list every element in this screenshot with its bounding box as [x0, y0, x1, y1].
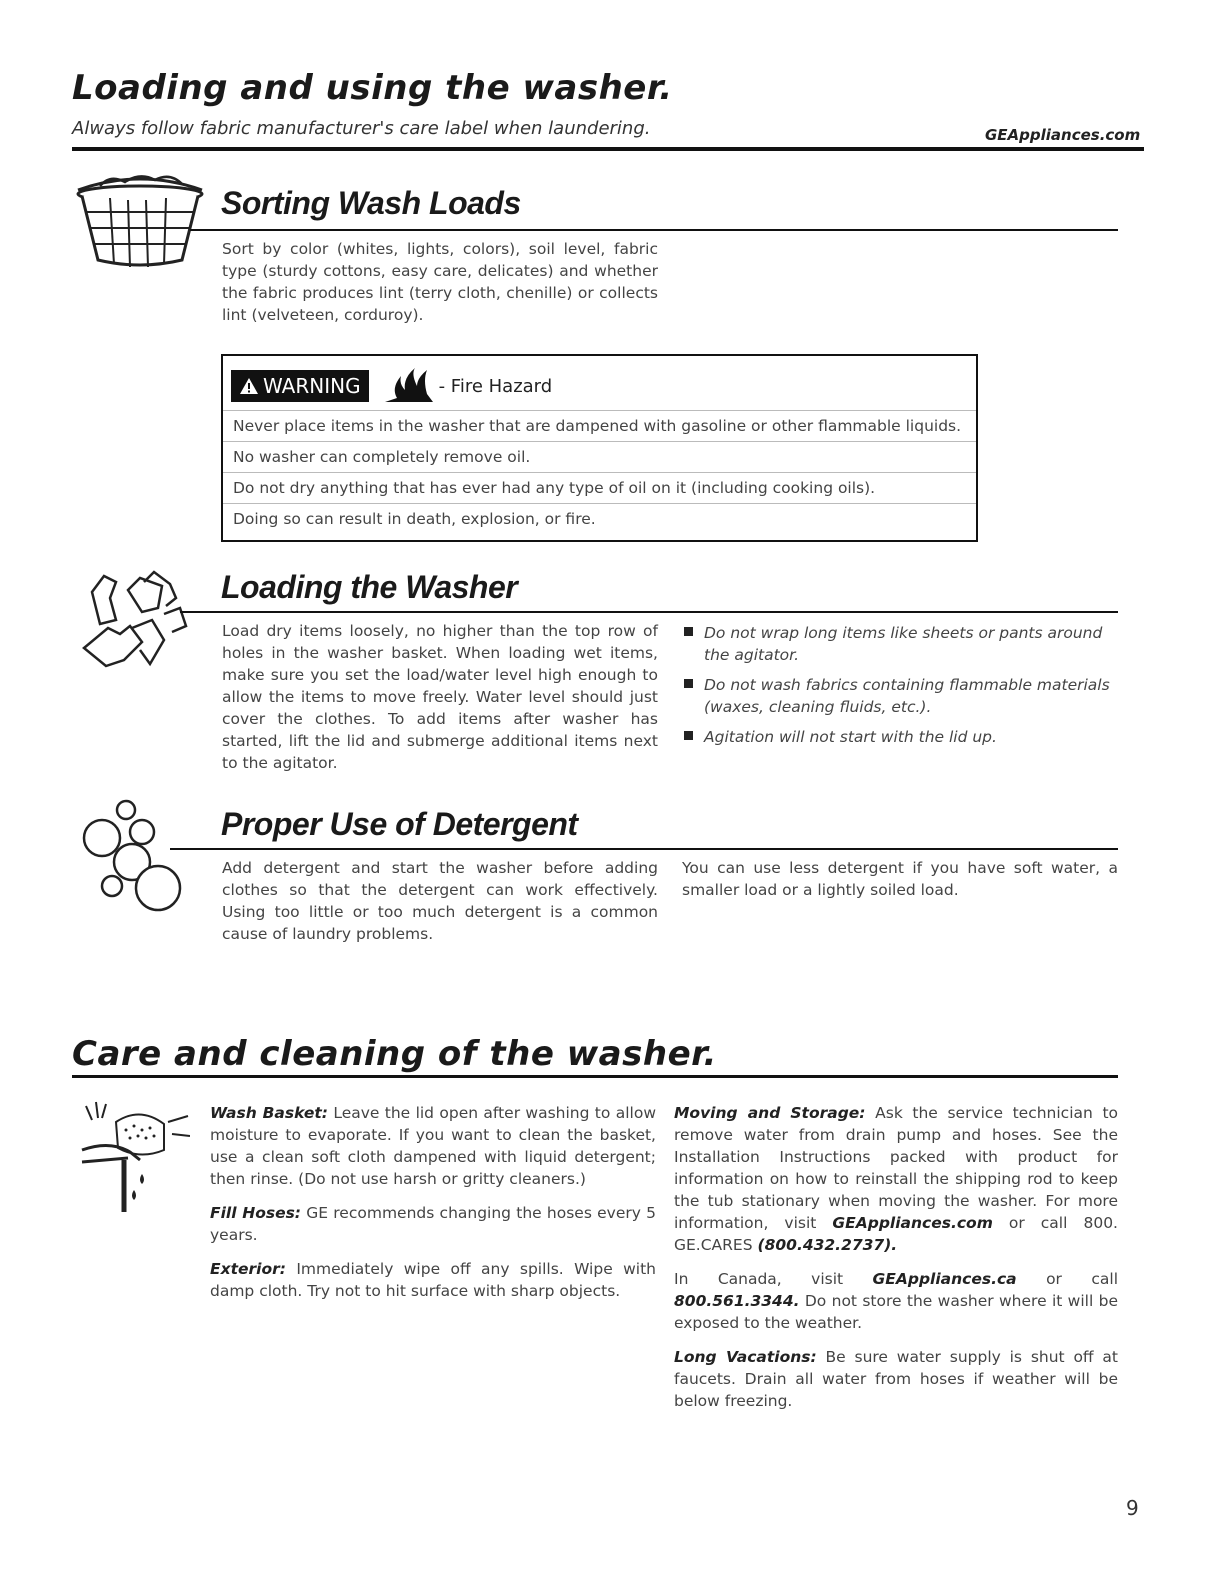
list-item: Do not wrap long items like sheets or pants around the agitator. [684, 622, 1118, 666]
sorting-rule [190, 229, 1118, 231]
warning-line: Never place items in the washer that are dampened with gasoline or other flammable liquids. [223, 411, 976, 442]
warning-header [223, 356, 976, 411]
warning-hazard: - Fire Hazard [438, 375, 553, 397]
warning-badge [231, 370, 369, 402]
moving-call: or call 800. GE.CARES [674, 1214, 1118, 1254]
canada-call: or call [1046, 1270, 1118, 1288]
detergent-right-text: You can use less detergent if you have soft water, a smaller load or a lightly soiled load. [682, 859, 1118, 899]
detergent-rule [170, 848, 1118, 850]
canada-pre: In Canada, visit [674, 1270, 844, 1288]
detergent-title: Proper Use of Detergent [221, 806, 578, 842]
moving-paragraph [674, 1102, 1118, 1256]
list-item: Do not wash fabrics containing flammable materials (waxes, cleaning fluids, etc.). [684, 674, 1118, 718]
fill-hoses-paragraph [210, 1202, 656, 1246]
care-right-column [674, 1102, 1118, 1424]
clothes-icon [80, 568, 190, 678]
header-rule [72, 147, 1144, 151]
loading-bullets [684, 622, 1118, 756]
fire-icon [383, 368, 435, 404]
moving-site-link[interactable]: GEAppliances.com [832, 1214, 993, 1232]
list-item: Agitation will not start with the lid up. [684, 726, 1118, 748]
moving-phone: (800.432.2737). [757, 1236, 898, 1254]
warning-label: WARNING [263, 374, 361, 398]
wash-basket-paragraph [210, 1102, 656, 1190]
warning-line: No washer can completely remove oil. [223, 442, 976, 473]
canada-phone: 800.561.3344. [674, 1292, 800, 1310]
fill-hoses-text: GE recommends changing the hoses every 5 years. [210, 1204, 656, 1244]
page-subtitle: Always follow fabric manufacturer's care label when laundering. [72, 118, 651, 139]
care-left-column [210, 1102, 656, 1314]
warning-line: Doing so can result in death, explosion, or fire. [233, 510, 596, 528]
loading-text: Load dry items loosely, no higher than the top row of holes in the washer basket. When loading wet items, make sure you set the load/water level high enough to allow the items to move freely. Water level should just cover the clothes. To add items after washer has started, lift the lid and submerge additional items next to the agitator. [222, 622, 658, 772]
page-title: Loading and using the washer. [72, 68, 673, 108]
warning-line: Do not dry anything that has ever had any type of oil on it (including cooking oils). [223, 473, 976, 504]
wash-basket-lead: Wash Basket: [210, 1104, 328, 1122]
website-link[interactable]: GEAppliances.com [985, 126, 1141, 144]
page-number: 9 [1126, 1496, 1139, 1520]
exterior-text: Immediately wipe off any spills. Wipe with damp cloth. Try not to hit surface with sharp objects. [210, 1260, 656, 1300]
fill-hoses-lead: Fill Hoses: [210, 1204, 302, 1222]
care-rule [72, 1075, 1118, 1078]
vacation-lead: Long Vacations: [674, 1348, 817, 1366]
moving-text: Ask the service technician to remove water from drain pump and hoses. See the Installation Instructions packed with product for information on how to reinstall the shipping rod to keep the tub stationary when moving the washer. For more information, visit [674, 1104, 1119, 1232]
wash-basket-text: Leave the lid open after washing to allow moisture to evaporate. If you want to clean the basket, use a clean soft cloth dampened with liquid detergent; then rinse. (Do not use harsh or gritty cleaners.) [210, 1104, 656, 1188]
loading-rule [180, 611, 1118, 613]
moving-lead: Moving and Storage: [674, 1104, 866, 1122]
bubbles-icon [80, 798, 190, 918]
vacation-paragraph [674, 1346, 1118, 1412]
exterior-paragraph [210, 1258, 656, 1302]
exterior-lead: Exterior: [210, 1260, 286, 1278]
alert-triangle-icon [239, 377, 259, 395]
sponge-cleaning-icon [80, 1100, 190, 1220]
canada-paragraph [674, 1268, 1118, 1334]
detergent-left-text: Add detergent and start the washer before adding clothes so that the detergent can work effectively. Using too little or too much detergent is a common cause of laundry problems. [222, 859, 658, 943]
canada-site-link[interactable]: GEAppliances.ca [872, 1270, 1017, 1288]
laundry-basket-icon [70, 172, 210, 272]
care-title: Care and cleaning of the washer. [72, 1034, 717, 1074]
sorting-title: Sorting Wash Loads [221, 185, 521, 221]
canada-post: Do not store the washer where it will be exposed to the weather. [674, 1292, 1118, 1332]
sorting-text: Sort by color (whites, lights, colors), soil level, fabric type (sturdy cottons, easy care, delicates) and whether the fabric produces lint (terry cloth, chenille) or collects lint (velveteen, corduroy). [222, 240, 658, 324]
loading-title: Loading the Washer [221, 569, 518, 605]
vacation-text: Be sure water supply is shut off at faucets. Drain all water from hoses if weather will be below freezing. [674, 1348, 1118, 1410]
warning-box [221, 354, 978, 542]
